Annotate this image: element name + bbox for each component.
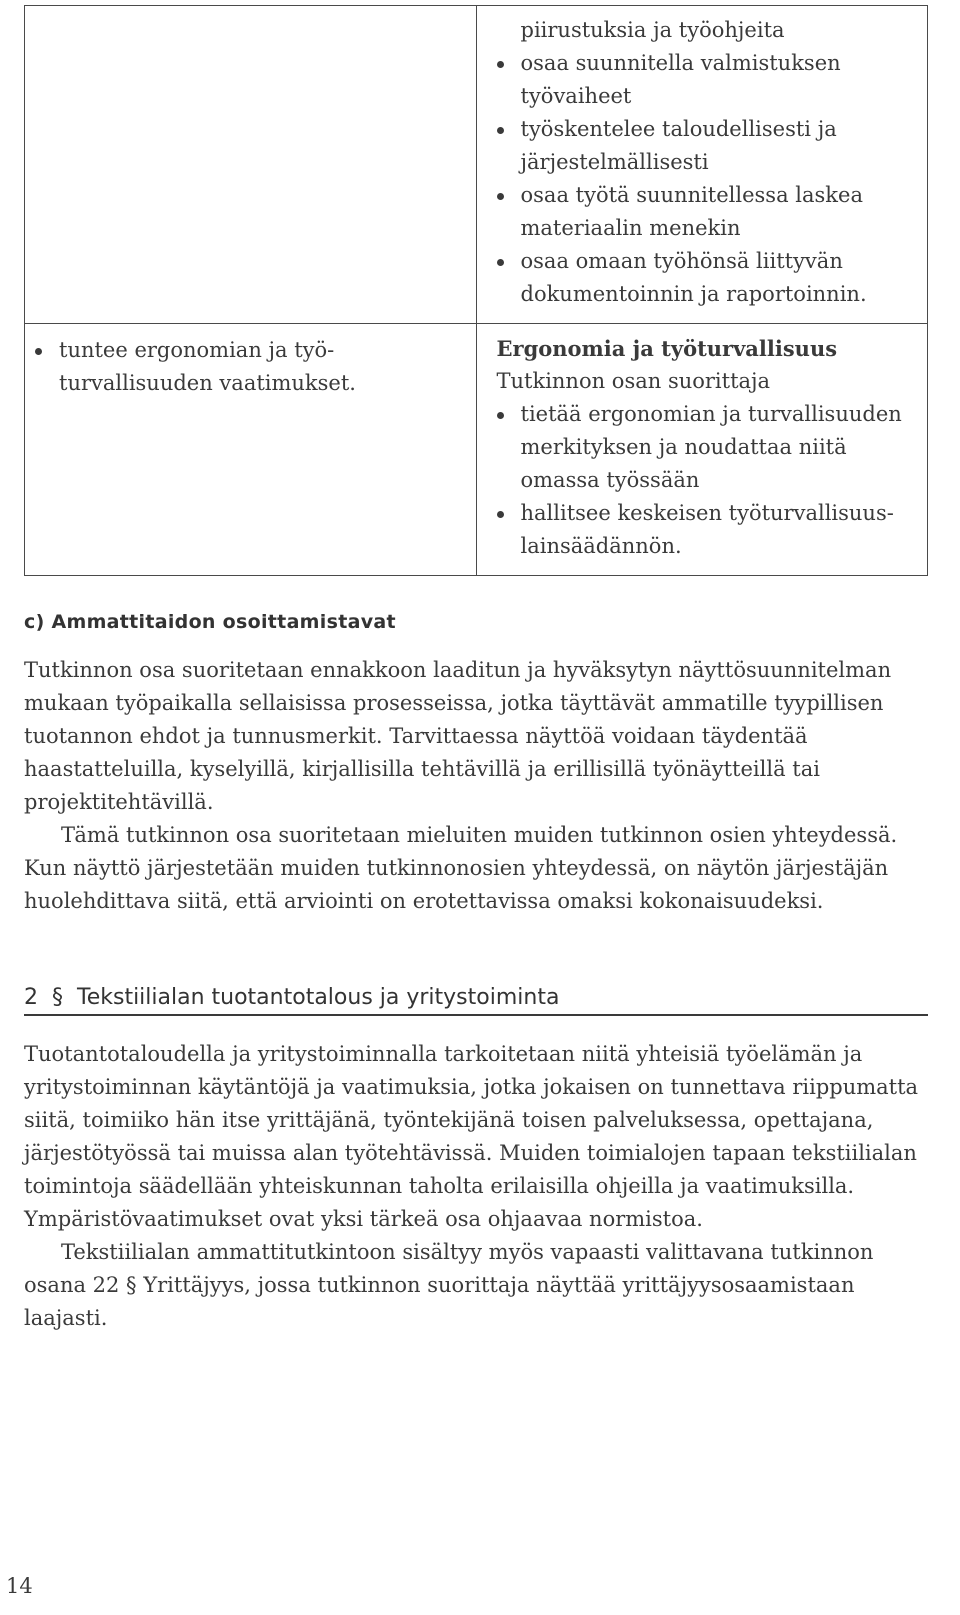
bullet-icon (35, 348, 42, 355)
subsection-heading: Ergonomia ja työturvallisuus (496, 336, 838, 361)
item-line: omassa työssään (520, 468, 700, 492)
item-line: lainsäädännön. (520, 534, 682, 558)
item-line: työskentelee taloudellisesti ja (520, 117, 837, 141)
subsection-subheading: Tutkinnon osan suorittaja (496, 369, 771, 393)
section-c-body (24, 654, 929, 918)
bullet-icon (497, 259, 504, 266)
item-line: osaa työtä suunnitellessa laskea (520, 183, 863, 207)
item-line: turvallisuuden vaatimukset. (59, 371, 356, 395)
item-line: tuntee ergonomian ja työ- (59, 338, 335, 362)
continued-item (497, 14, 918, 47)
bullet-icon (497, 511, 504, 518)
bullet-list (35, 334, 466, 400)
bullet-item (35, 334, 466, 400)
bullet-list (497, 398, 918, 563)
bullet-item (497, 179, 918, 245)
bullet-icon (497, 61, 504, 68)
bullet-item (497, 245, 918, 311)
paragraph: Tekstiilialan ammattitutkintoon sisältyy myös vapaasti valittavana tutkinnon osana 22 § Yrittäjyys, jossa tutkinnon suorittaja näyttää yrittäjyysosaamistaan laajasti. (24, 1240, 874, 1330)
criteria-table (24, 5, 928, 576)
bullet-icon (497, 193, 504, 200)
item-line: järjestelmällisesti (520, 150, 709, 174)
table-cell-left (25, 324, 477, 576)
item-line: osaa omaan työhönsä liittyvän (520, 249, 843, 273)
bullet-icon (497, 412, 504, 419)
item-line: materiaalin menekin (520, 216, 741, 240)
item-line: tietää ergonomian ja turvallisuuden (520, 402, 902, 426)
paragraph: Tutkinnon osa suoritetaan ennakkoon laaditun ja hyväksytyn näyttösuunnitelman mukaan työpaikalla sellaisissa prosesseissa, jotka täyttävät ammatille tyypillisen tuotannon ehdot ja tunnusmerkit. Tarvittaessa näyttöä voidaan täydentää haastatteluilla, kyselyillä, kirjallisilla tehtävillä ja erillisillä työnäytteillä tai projektitehtävillä. (24, 658, 892, 814)
item-line: merkityksen ja noudattaa niitä (520, 435, 847, 459)
item-line: piirustuksia ja työohjeita (520, 18, 785, 42)
bullet-list (497, 14, 918, 311)
page-number: 14 (6, 1574, 33, 1598)
item-line: hallitsee keskeisen työturvallisuus- (520, 501, 894, 525)
bullet-item (497, 497, 918, 563)
section-number: 2 (24, 985, 38, 1010)
section-title: Tekstiilialan tuotantotalous ja yritystoiminta (77, 985, 560, 1010)
section-c-title: c) Ammattitaidon osoittamistavat (24, 611, 396, 633)
table-cell-left-empty (25, 6, 477, 324)
item-line: dokumentoinnin ja raportoinnin. (520, 282, 867, 306)
bullet-item (497, 113, 918, 179)
paragraph: Tuotantotaloudella ja yritystoiminnalla tarkoitetaan niitä yhteisiä työelämän ja yritystoiminnan käytäntöjä ja vaatimuksia, jotka jokaisen on tunnettava riippumatta siitä, toimiiko hän itse yrittäjänä, työntekijänä toisen palveluksessa, opettajana, järjestötyössä tai muissa alan työtehtävissä. Muiden toimialojen tapaan tekstiilialan toimintoja säädellään yhteiskunnan taholta erilaisilla ohjeilla ja vaatimuksilla. Ympäristövaatimukset ovat yksi tärkeä osa ohjaavaa normistoa. (24, 1042, 919, 1231)
paragraph: Tämä tutkinnon osa suoritetaan mieluiten muiden tutkinnon osien yhteydessä. Kun näyttö järjestetään muiden tutkinnonosien yhteydessä, on näytön järjestäjän huolehdittava siitä, että arviointi on erotettavissa omaksi kokonaisuudeksi. (24, 823, 898, 913)
table-cell-right (476, 324, 928, 576)
section-symbol: § (52, 985, 63, 1010)
item-line: osaa suunnitella valmistuksen (520, 51, 841, 75)
bullet-icon (497, 127, 504, 134)
section-2-body (24, 1038, 929, 1335)
item-line: työvaiheet (520, 84, 632, 108)
section-2-heading (24, 985, 928, 1016)
table-cell-right (476, 6, 928, 324)
table-row (25, 6, 928, 324)
bullet-item (497, 47, 918, 113)
table-row (25, 324, 928, 576)
bullet-item (497, 398, 918, 497)
